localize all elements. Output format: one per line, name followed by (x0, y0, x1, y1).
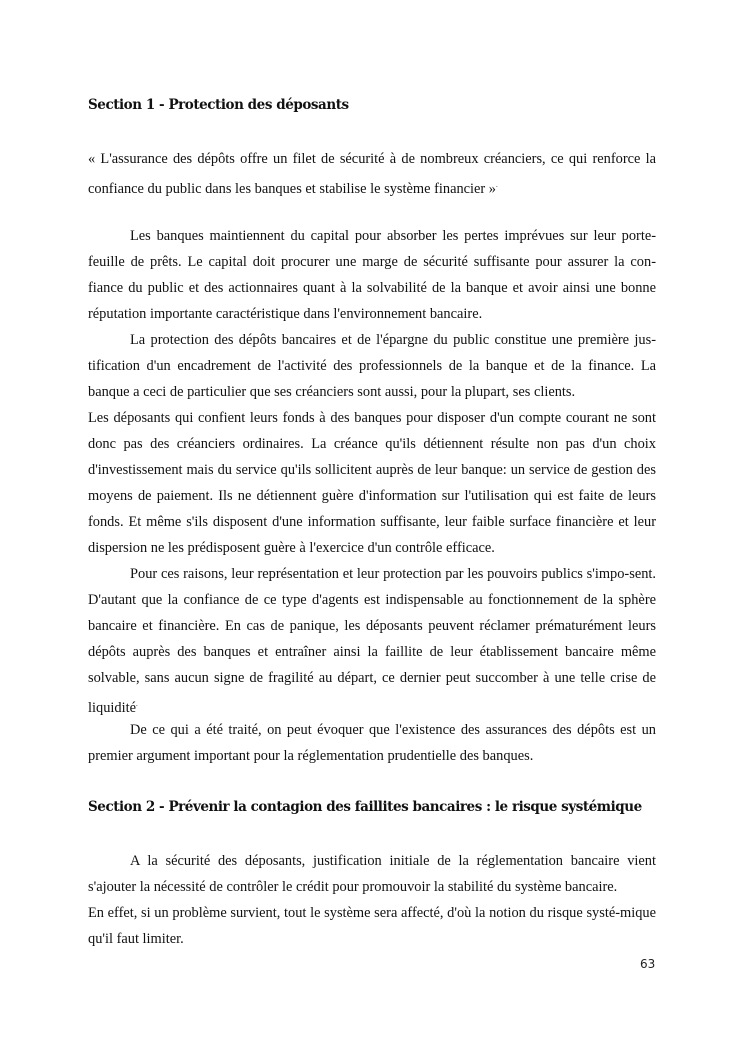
section-2-paragraph-systemic: En effet, si un problème survient, tout le système sera affecté, d'où la notion du risque systé-mique qu'il faut limiter. (88, 905, 656, 948)
quote-text: « L'assurance des dépôts offre un filet de sécurité à de nombreux créanciers, ce qui renforce la confiance du public dans les banques et stabilise le système financier » (88, 151, 656, 197)
section-2-paragraph-security: A la sécurité des déposants, justification initiale de la réglementation bancaire vient s'ajouter la nécessité de contrôler le crédit pour promouvoir la stabilité du système bancaire. (88, 853, 656, 896)
section-2-heading: Section 2 - Prévenir la contagion des faillites bancaires : le risque systémique (88, 799, 642, 815)
section-1-paragraph-depositors: Les déposants qui confient leurs fonds à des banques pour disposer d'un compte courant ne sont donc pas des créanciers ordinaires. La créance qu'ils détiennent résulte non pas d'un choix d'investissement mais du service qu'ils sollicitent auprès de leur banque: un service de gestion des moyens de paiement. Ils ne détiennent guère d'information sur l'utilisation qui est faite de leurs fonds. Et même s'ils disposent d'une information suffisante, leur faible surface financière et leur dispersion ne les prédisposent guère à l'exercice d'un contrôle efficace. (88, 410, 656, 557)
section-1-paragraph-conclusion: De ce qui a été traité, on peut évoquer que l'existence des assurances des dépôts est un premier argument important pour la réglementation prudentielle des banques. (88, 722, 656, 765)
section-1-paragraph-capital: Les banques maintiennent du capital pour absorber les pertes imprévues sur leur porte-feuille de prêts. Le capital doit procurer une marge de sécurité suffisante pour assurer la con-fiance du public et des actionnaires quant à la solvabilité de la banque et avoir ainsi une bonne réputation importante caractéristique dans l'environnement bancaire. (88, 228, 656, 323)
page-number: 63 (640, 957, 656, 971)
reasons-footnote-mark: . (135, 700, 138, 709)
section-1-heading: Section 1 - Protection des déposants (88, 97, 349, 113)
section-1-quote (88, 146, 656, 202)
reasons-text: Pour ces raisons, leur représentation et leur protection par les pouvoirs publics s'impo-sent. D'autant que la confiance de ce type d'agents est indispensable au fonctionnement de la sphère bancaire et financière. En cas de panique, les déposants peuvent réclamer prématurément leurs dépôts auprès des banques et entraîner ainsi la faillite de leur établissement bancaire même solvable, sans aucun signe de fragilité au départ, ce dernier peut succomber à une telle crise de liquidité (88, 566, 656, 717)
section-1-paragraph-protection: La protection des dépôts bancaires et de l'épargne du public constitue une première jus-tification d'un encadrement de l'activité des professionnels de la banque et de la finance. La banque a ceci de particulier que ses créanciers sont aussi, pour la plupart, ses clients. (88, 332, 656, 401)
section-1-paragraph-reasons (88, 561, 656, 721)
quote-footnote-mark: . (496, 181, 498, 190)
